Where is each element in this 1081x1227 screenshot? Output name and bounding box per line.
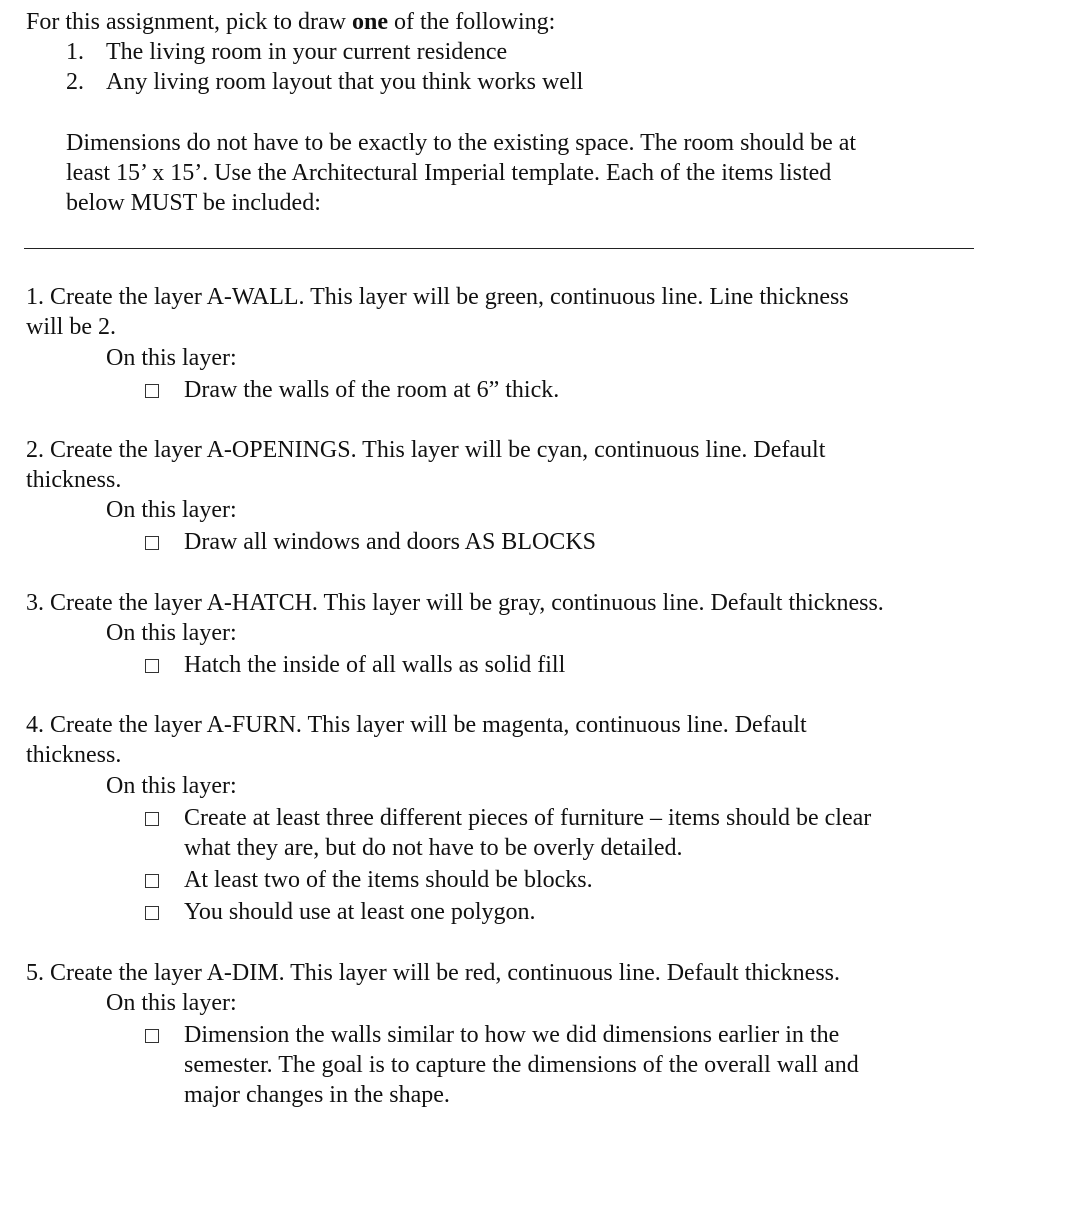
checkbox-icon	[145, 659, 159, 673]
section-heading: thickness.	[26, 467, 122, 493]
task-item: At least two of the items should be blocks.	[184, 867, 593, 893]
intro-suffix: of the following:	[387, 9, 556, 35]
section-heading: thickness.	[26, 742, 122, 768]
on-this-layer-label: On this layer:	[106, 345, 237, 371]
section-heading: 3. Create the layer A-HATCH. This layer will be gray, continuous line. Default thickness.	[26, 590, 884, 616]
paragraph-line: below MUST be included:	[66, 190, 321, 216]
intro-emphasis: one	[351, 9, 388, 35]
checkbox-icon	[145, 874, 159, 888]
option-number: 2.	[66, 69, 84, 95]
checkbox-icon	[145, 536, 159, 550]
section-heading: 4. Create the layer A-FURN. This layer will be magenta, continuous line. Default	[26, 712, 807, 738]
paragraph-line: Dimensions do not have to be exactly to the existing space. The room should be at	[66, 130, 857, 156]
paragraph-line: least 15’ x 15’. Use the Architectural Imperial template. Each of the items listed	[66, 160, 832, 186]
checkbox-icon	[145, 812, 159, 826]
section-heading: 2. Create the layer A-OPENINGS. This layer will be cyan, continuous line. Default	[26, 437, 826, 463]
section-heading: 5. Create the layer A-DIM. This layer will be red, continuous line. Default thickness.	[26, 960, 841, 986]
task-item-continued: semester. The goal is to capture the dimensions of the overall wall and	[184, 1052, 859, 1078]
task-item: Draw the walls of the room at 6” thick.	[184, 377, 560, 403]
on-this-layer-label: On this layer:	[106, 497, 237, 523]
task-item: Dimension the walls similar to how we did dimensions earlier in the	[184, 1022, 840, 1048]
on-this-layer-label: On this layer:	[106, 990, 237, 1016]
option-text: Any living room layout that you think works well	[106, 69, 584, 95]
intro-prefix: For this assignment, pick to draw	[26, 9, 352, 35]
task-item-continued: major changes in the shape.	[184, 1082, 450, 1108]
checkbox-icon	[145, 1029, 159, 1043]
task-item: Draw all windows and doors AS BLOCKS	[184, 529, 596, 555]
task-item: You should use at least one polygon.	[184, 899, 536, 925]
checkbox-icon	[145, 384, 159, 398]
option-text: The living room in your current residence	[106, 39, 508, 65]
task-item-continued: what they are, but do not have to be overly detailed.	[184, 835, 683, 861]
divider-line	[24, 248, 974, 249]
task-item: Create at least three different pieces of furniture – items should be clear	[184, 805, 872, 831]
on-this-layer-label: On this layer:	[106, 773, 237, 799]
intro-line	[26, 7, 555, 37]
checkbox-icon	[145, 906, 159, 920]
section-heading: 1. Create the layer A-WALL. This layer will be green, continuous line. Line thickness	[26, 284, 849, 310]
on-this-layer-label: On this layer:	[106, 620, 237, 646]
option-number: 1.	[66, 39, 84, 65]
task-item: Hatch the inside of all walls as solid fill	[184, 652, 566, 678]
section-heading: will be 2.	[26, 314, 116, 340]
